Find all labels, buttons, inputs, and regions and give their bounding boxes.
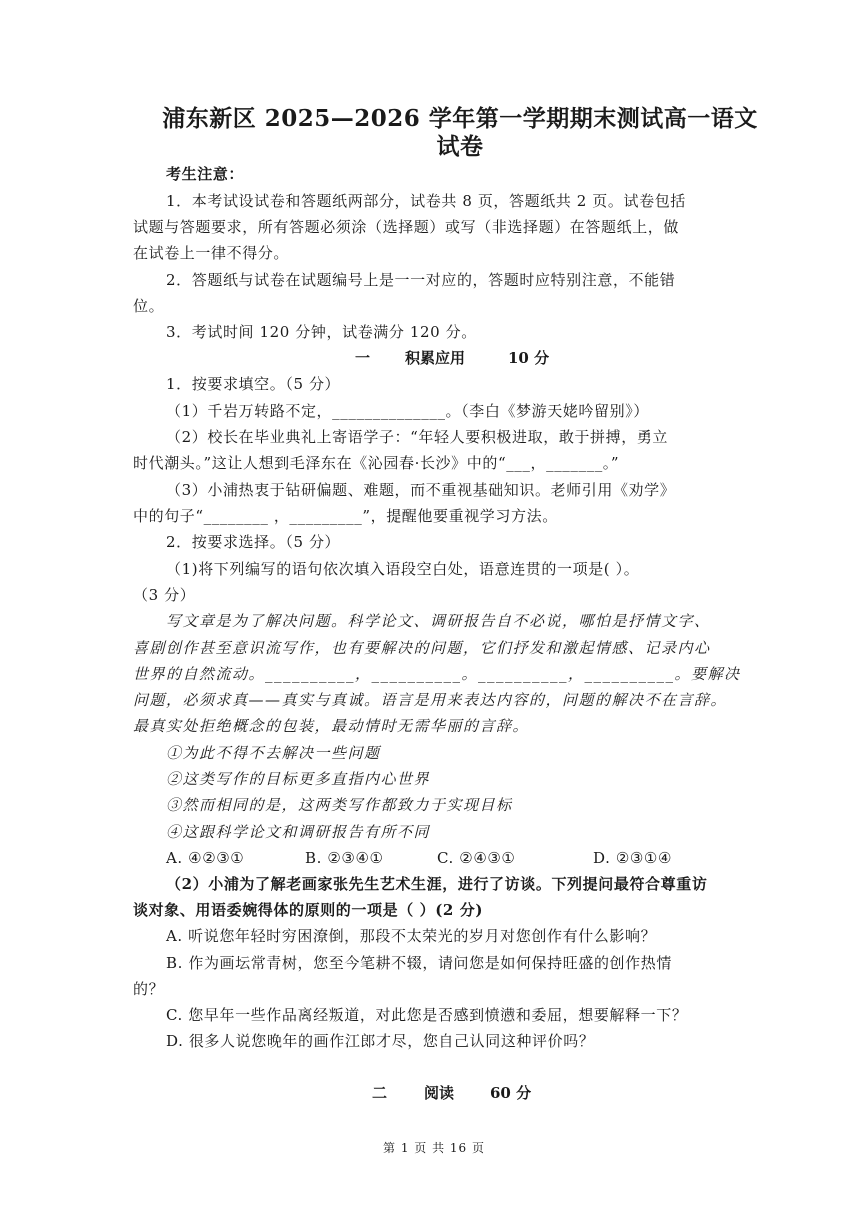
- choice-b: B. ②③④①: [305, 849, 384, 867]
- passage-line-1: 写文章是为了解决问题。科学论文、调研报告自不必说，哪怕是抒情文字、: [166, 612, 711, 630]
- passage-line-4: 问题，必须求真——真实与真诚。语言是用来表达内容的，问题的解决不在言辞。: [133, 691, 728, 709]
- notice-item-2: 2．答题纸与试卷在试题编号上是一一对应的，答题时应特别注意，不能错: [166, 271, 676, 289]
- question-1-sub-1: （1）千岩万转路不定，______________。（李白《梦游天姥吟留别》）: [166, 402, 649, 420]
- interview-option-b-line-2: 的？: [133, 980, 165, 998]
- notice-item-2-line-2: 位。: [133, 297, 165, 315]
- sentence-option-4: ④这跟科学论文和调研报告有所不同: [166, 823, 431, 841]
- choice-d: D. ②③①④: [593, 849, 673, 867]
- question-1-sub-2: （2）校长在毕业典礼上寄语学子：“年轻人要积极进取，敢于拼搏，勇立: [166, 428, 669, 446]
- sentence-option-2: ②这类写作的目标更多直指内心世界: [166, 770, 431, 788]
- section-1-score: 10 分: [508, 349, 550, 367]
- notice-item-3: 3．考试时间 120 分钟，试卷满分 120 分。: [166, 323, 477, 341]
- passage-line-2: 喜剧创作甚至意识流写作，也有要解决的问题，它们抒发和激起情感、记录内心: [133, 639, 711, 657]
- question-2-sub-2-line-2: 谈对象、用语委婉得体的原则的一项是（ ）(2 分): [133, 901, 484, 919]
- notice-item-1-line-2: 试题与答题要求，所有答题必须涂（选择题）或写（非选择题）在答题纸上，做: [133, 218, 680, 236]
- notice-heading: 考生注意：: [166, 165, 245, 183]
- interview-option-c: C. 您早年一些作品离经叛道，对此您是否感到愤懑和委屈，想要解释一下？: [166, 1006, 688, 1024]
- question-2-sub-2: （2）小浦为了解老画家张先生艺术生涯，进行了访谈。下列提问最符合尊重访: [166, 875, 708, 893]
- notice-item-1: 1．本考试设试卷和答题纸两部分，试卷共 8 页，答题纸共 2 页。试卷包括: [166, 192, 686, 210]
- section-2-score: 60 分: [490, 1084, 532, 1102]
- page-title: 浦东新区 2025—2026 学年第一学期期末测试高一语文: [162, 105, 758, 132]
- interview-option-b: B. 作为画坛常青树，您至今笔耕不辍，请问您是如何保持旺盛的创作热情: [166, 954, 672, 972]
- question-1-sub-3-line-2: 中的句子“________ ，_________”，提醒他要重视学习方法。: [133, 507, 558, 525]
- choice-c: C. ②④③①: [437, 849, 516, 867]
- choice-a: A. ④②③①: [166, 849, 245, 867]
- page-title-continued: 试卷: [436, 133, 484, 160]
- question-2-sub-1-line-2: （3 分）: [133, 586, 196, 604]
- sentence-option-1: ①为此不得不去解决一些问题: [166, 744, 381, 762]
- section-1-number: 一: [355, 349, 371, 367]
- passage-line-5: 最真实处拒绝概念的包装，最动情时无需华丽的言辞。: [133, 717, 530, 735]
- question-1-stem: 1．按要求填空。（5 分）: [166, 375, 341, 393]
- question-1-sub-3: （3）小浦热衷于钻研偏题、难题，而不重视基础知识。老师引用《劝学》: [166, 481, 676, 499]
- question-2-stem: 2．按要求选择。（5 分）: [166, 533, 341, 551]
- section-2-name: 阅读: [424, 1084, 455, 1102]
- section-2-number: 二: [372, 1084, 388, 1102]
- question-1-sub-2-line-2: 时代潮头。”这让人想到毛泽东在《沁园春·长沙》中的“___，_______。”: [133, 454, 620, 472]
- sentence-option-3: ③然而相同的是，这两类写作都致力于实现目标: [166, 796, 513, 814]
- interview-option-a: A. 听说您年轻时穷困潦倒，那段不太荣光的岁月对您创作有什么影响？: [166, 927, 657, 945]
- notice-item-1-line-3: 在试卷上一律不得分。: [133, 244, 290, 262]
- passage-line-3: 世界的自然流动。__________，__________。__________，__________。要解决: [133, 665, 741, 683]
- page-footer: 第 1 页 共 16 页: [383, 1141, 485, 1155]
- section-1-name: 积累应用: [405, 349, 466, 367]
- interview-option-d: D. 很多人说您晚年的画作江郎才尽，您自己认同这种评价吗？: [166, 1032, 595, 1050]
- question-2-sub-1: （1)将下列编写的语句依次填入语段空白处，语意连贯的一项是( ）。: [166, 560, 640, 578]
